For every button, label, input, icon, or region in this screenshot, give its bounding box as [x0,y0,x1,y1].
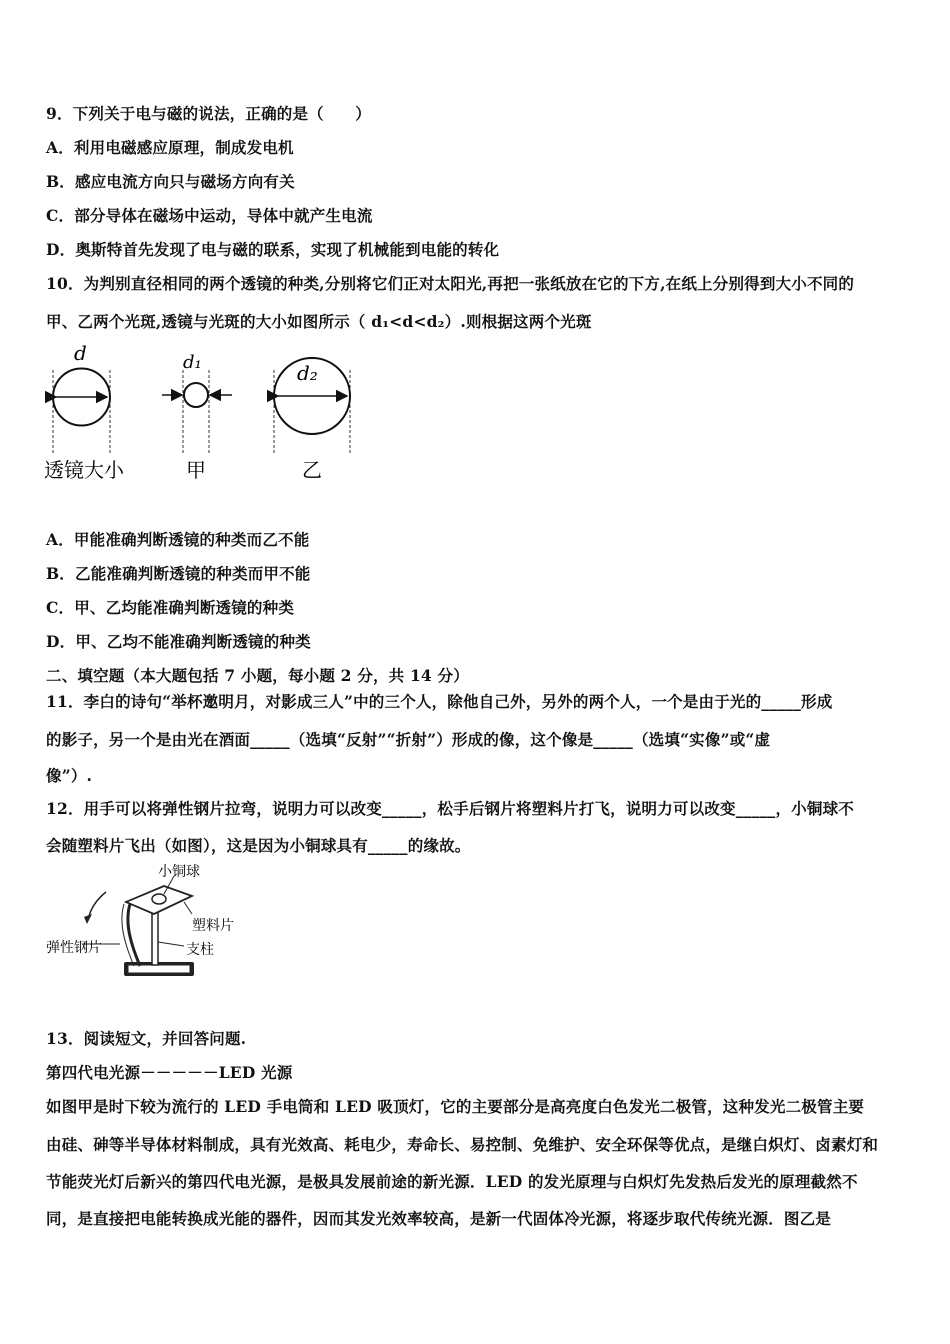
q10-stem-line2: 甲、乙两个光斑,透镜与光斑的大小如图所示（ d₁<d<d₂）.则根据这两个光斑 [46,312,592,331]
spot-jia-circle [184,383,208,407]
label-lens-size: 透镜大小 [44,458,124,482]
q9-option-b: B．感应电流方向只与磁场方向有关 [46,172,295,191]
spot-yi-group [274,358,350,455]
label-steel-strip: 弹性钢片 [46,940,102,956]
lens-spot-figure [40,340,370,490]
spot-jia-group [162,352,232,455]
q11-line3: 像”）. [46,766,93,785]
q10-option-d: D．甲、乙均不能准确判断透镜的种类 [46,632,311,651]
pillar [152,907,158,965]
q13-para-line4: 同，是直接把电能转换成光能的器件，因而其发光效率较高，是新一代固体冷光源，将逐步取代传统光源．图乙是 [46,1209,832,1228]
copper-ball [152,894,166,904]
q13-title: 第四代电光源－－－－－LED 光源 [46,1063,293,1082]
q12-line2: 会随塑料片飞出（如图），这是因为小铜球具有_____的缘故。 [46,836,471,855]
q9-option-d: D．奥斯特首先发现了电与磁的联系，实现了机械能到电能的转化 [46,240,500,259]
q13-stem: 13．阅读短文，并回答问题. [46,1029,247,1048]
q10-option-b: B．乙能准确判断透镜的种类而甲不能 [46,564,311,583]
q9-stem: 9．下列关于电与磁的说法，正确的是（ ） [46,104,371,123]
label-pillar: 支柱 [186,942,214,958]
q10-option-a: A．甲能准确判断透镜的种类而乙不能 [46,530,310,549]
label-jia: 甲 [186,458,206,482]
steel-strip [128,904,140,966]
label-copper-ball: 小铜球 [158,864,200,880]
section-heading: 二、填空题（本大题包括 7 小题，每小题 2 分，共 14 分） [46,666,469,685]
label-plastic-sheet: 塑料片 [192,918,234,934]
q10-option-c: C．甲、乙均能准确判断透镜的种类 [46,598,295,617]
steel-strip-figure [44,862,234,992]
q9-option-a: A．利用电磁感应原理，制成发电机 [46,138,294,157]
q11-line1: 11．李白的诗句“举杯邀明月，对影成三人”中的三个人，除他自己外，另外的两个人，一个是由于光的_____形成 [46,692,833,711]
q12-line1: 12．用手可以将弹性钢片拉弯，说明力可以改变_____，松手后钢片将塑料片打飞，说明力可以改变_____，小铜球不 [46,799,854,818]
q13-para-line3: 节能荧光灯后新兴的第四代电光源，是极具发展前途的新光源．LED 的发光原理与白炽灯先发热后发光的原理截然不 [46,1172,858,1191]
q13-para-line1: 如图甲是时下较为流行的 LED 手电筒和 LED 吸顶灯，它的主要部分是高亮度白色发光二极管，这种发光二极管主要 [46,1097,865,1116]
lens-circle-group [53,341,110,455]
q10-stem-line1: 10．为判别直径相同的两个透镜的种类,分别将它们正对太阳光,再把一张纸放在它的下方,在纸上分别得到大小不同的 [46,274,855,293]
q11-line2: 的影子，另一个是由光在酒面_____（选填“反射”“折射”）形成的像，这个像是_____（选填“实像”或“虚 [46,730,771,749]
symbol-d: d [74,341,87,365]
label-yi: 乙 [302,458,322,482]
symbol-d2: d₂ [297,361,318,385]
symbol-d1: d₁ [183,352,202,373]
q9-option-c: C．部分导体在磁场中运动，导体中就产生电流 [46,206,373,225]
q13-para-line2: 由硅、砷等半导体材料制成，具有光效高、耗电少，寿命长、易控制、免维护、安全环保等优点，是继白炽灯、卤素灯和 [46,1135,879,1154]
